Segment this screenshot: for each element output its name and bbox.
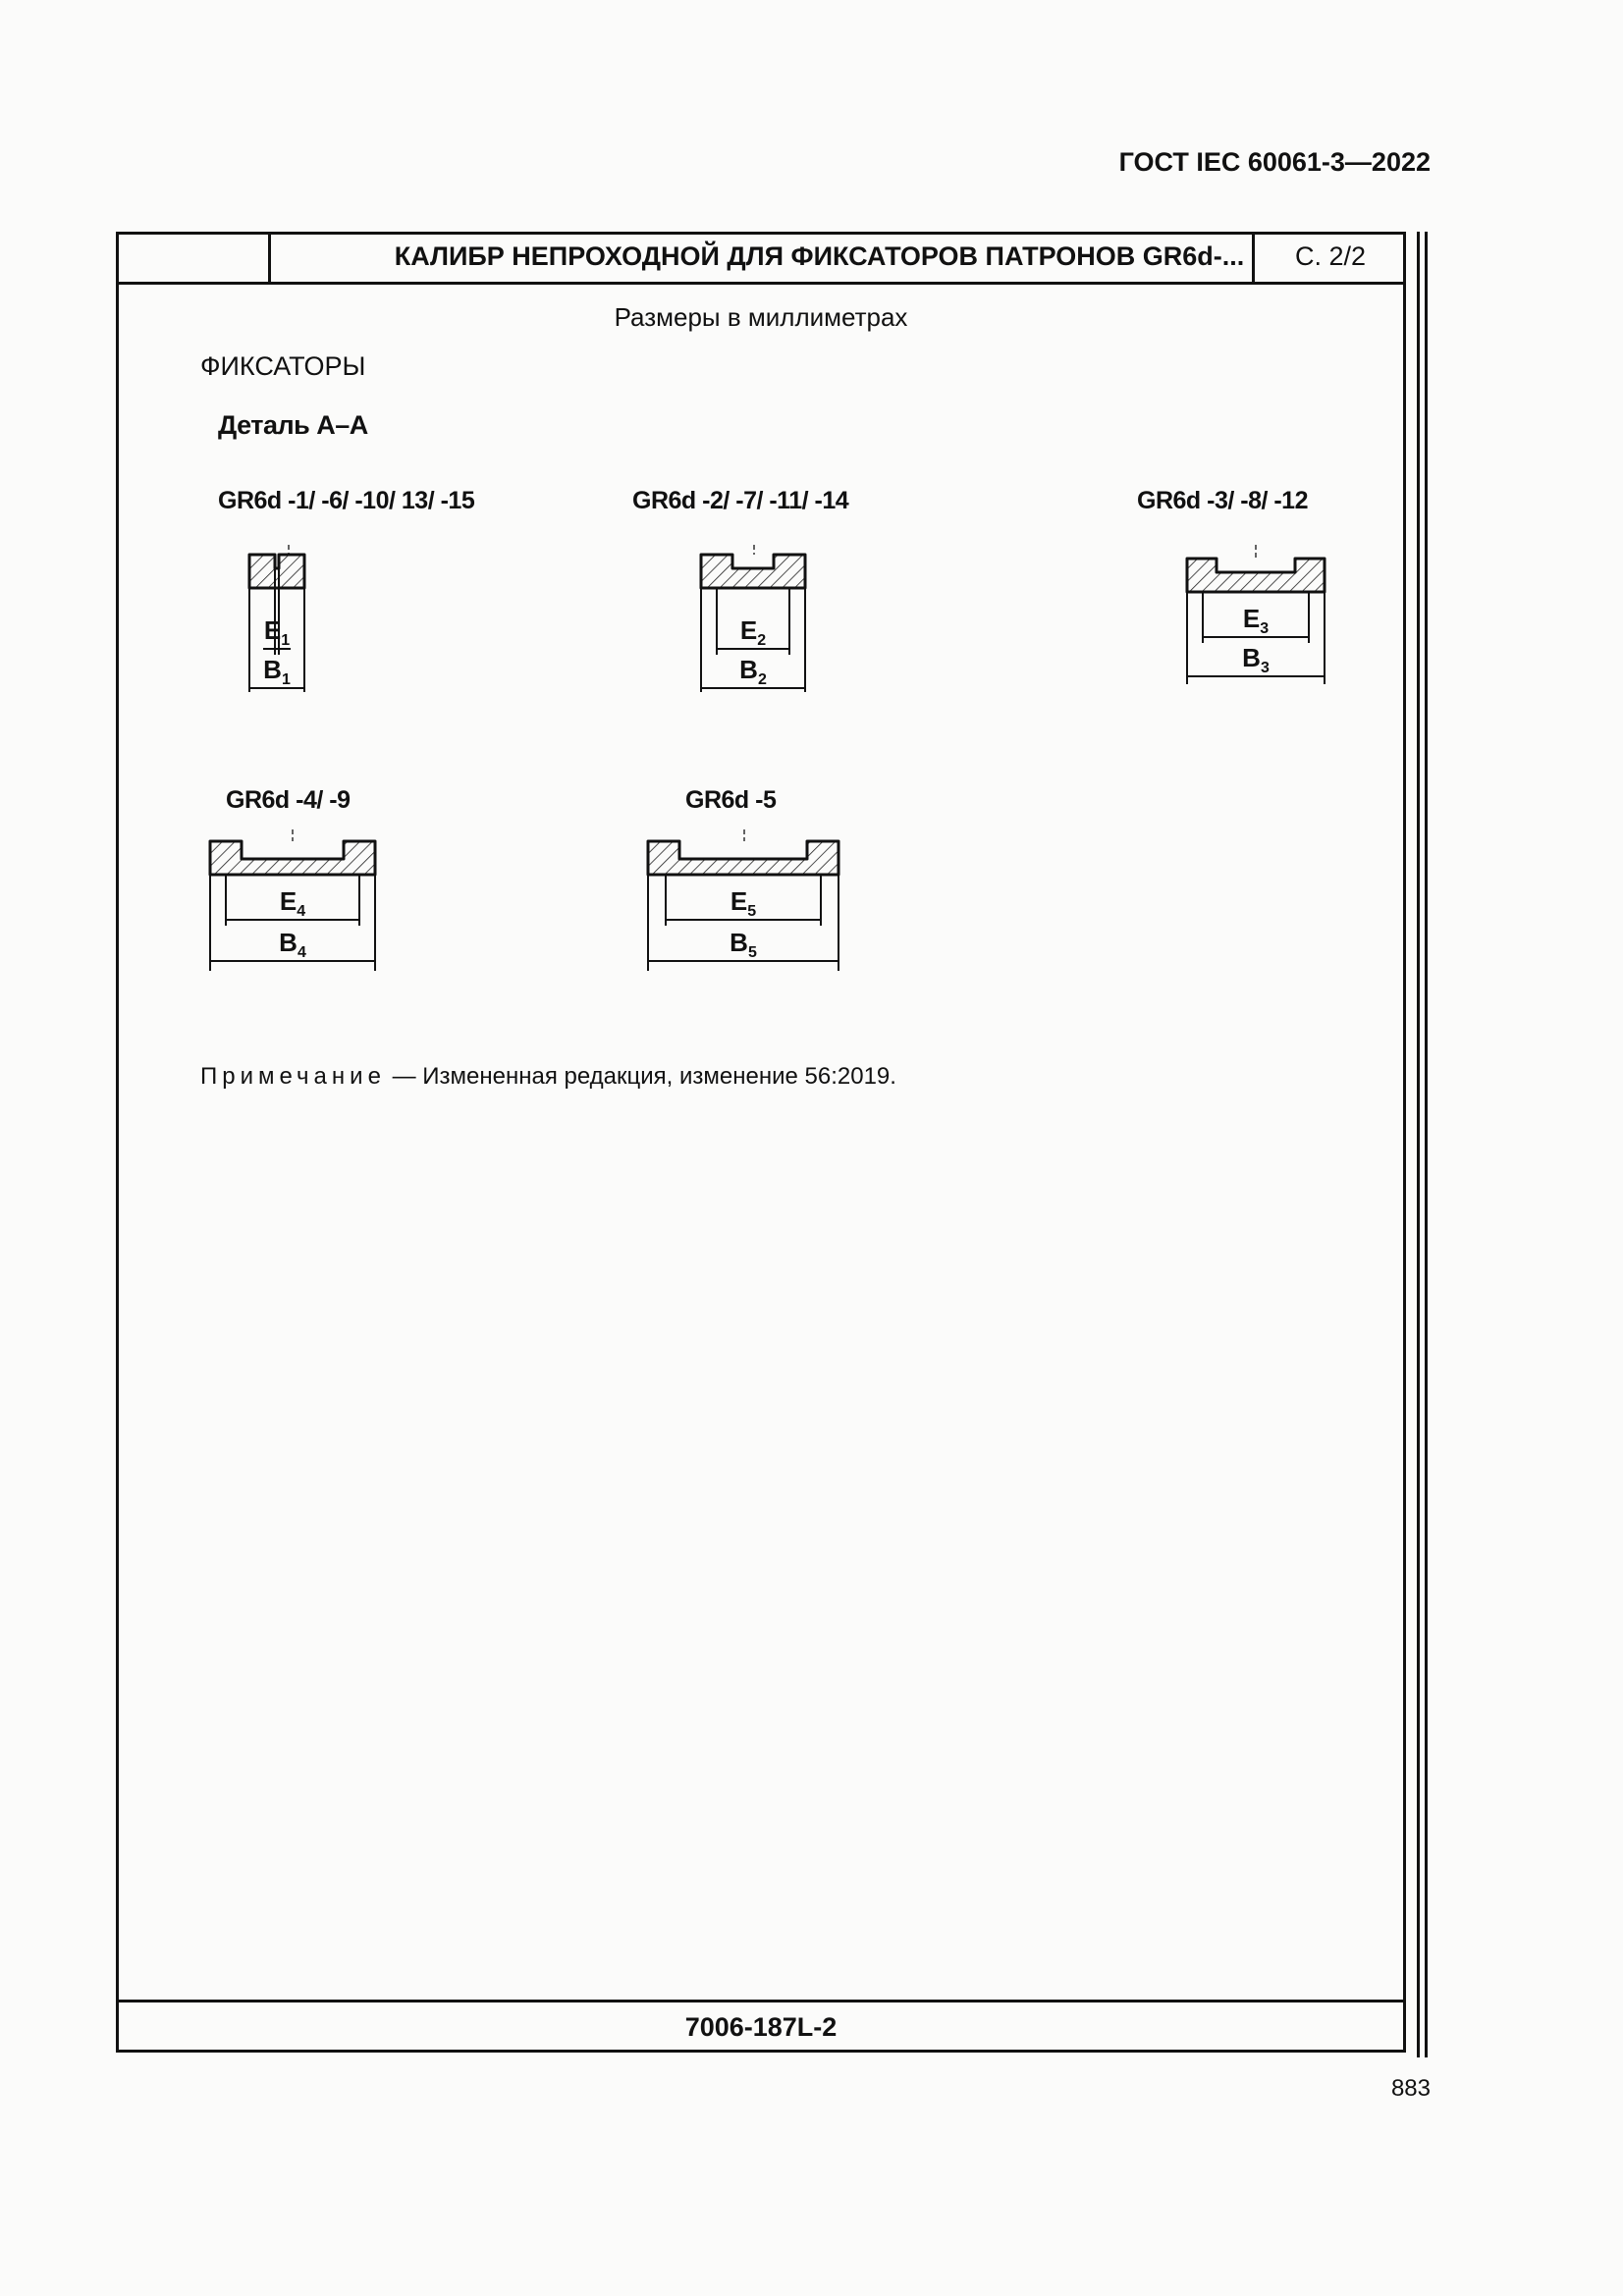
dimension-b-label: $B_2$	[739, 655, 767, 688]
profile-section	[701, 555, 805, 588]
dimension-b-label: $B_5$	[730, 928, 757, 961]
dimension-e-label: $E_2$	[739, 615, 767, 649]
page-number: 883	[1390, 2075, 1431, 2102]
dimension-b-label: $B_3$	[1242, 643, 1270, 676]
profile-section	[648, 841, 839, 875]
frame-double-line	[1417, 232, 1420, 2057]
frame-double-line	[1425, 232, 1428, 2057]
standard-code: ГОСТ IEC 60061-3—2022	[1118, 147, 1431, 177]
profile-drawing-2	[687, 545, 825, 702]
dimension-b-label: $B_4$	[279, 928, 306, 961]
note	[200, 1063, 896, 1091]
variant-label: GR6d -3/ -8/ -12	[1137, 487, 1308, 514]
note-text: — Измененная редакция, изменение 56:2019.	[385, 1063, 896, 1090]
variant-label: GR6d -4/ -9	[226, 786, 351, 814]
profile-drawing-3	[1173, 545, 1350, 702]
profile-section	[210, 841, 375, 875]
variant-label: GR6d -1/ -6/ -10/ 13/ -15	[218, 487, 475, 514]
profile-section	[249, 555, 304, 588]
dimension-e-label: $E_5$	[730, 886, 757, 920]
profile-drawing-5	[634, 829, 850, 987]
detail-title: Деталь А–А	[218, 410, 368, 440]
dimension-b-label: $B_1$	[263, 655, 291, 688]
sheet-code: 7006-187L-2	[684, 2012, 838, 2042]
sheet-title: КАЛИБР НЕПРОХОДНОЙ ДЛЯ ФИКСАТОРОВ ПАТРОНОВ GR6d-...	[394, 241, 1245, 271]
profile-section	[1187, 559, 1325, 592]
units-note: Размеры в миллиметрах	[614, 302, 908, 332]
profile-drawing-4	[196, 829, 393, 987]
title-block	[116, 232, 1406, 285]
section-title: ФИКСАТОРЫ	[200, 351, 366, 381]
sheet-page-ref: С. 2/2	[1294, 241, 1367, 271]
dimension-e-label: $E_4$	[279, 886, 306, 920]
profile-drawing-1	[236, 545, 353, 702]
dimension-e-label: $E_3$	[1242, 604, 1270, 637]
note-label: Примечание	[200, 1063, 386, 1090]
variant-label: GR6d -2/ -7/ -11/ -14	[632, 487, 849, 514]
variant-label: GR6d -5	[685, 786, 777, 814]
dimension-e-label: $E_1$	[263, 615, 291, 649]
